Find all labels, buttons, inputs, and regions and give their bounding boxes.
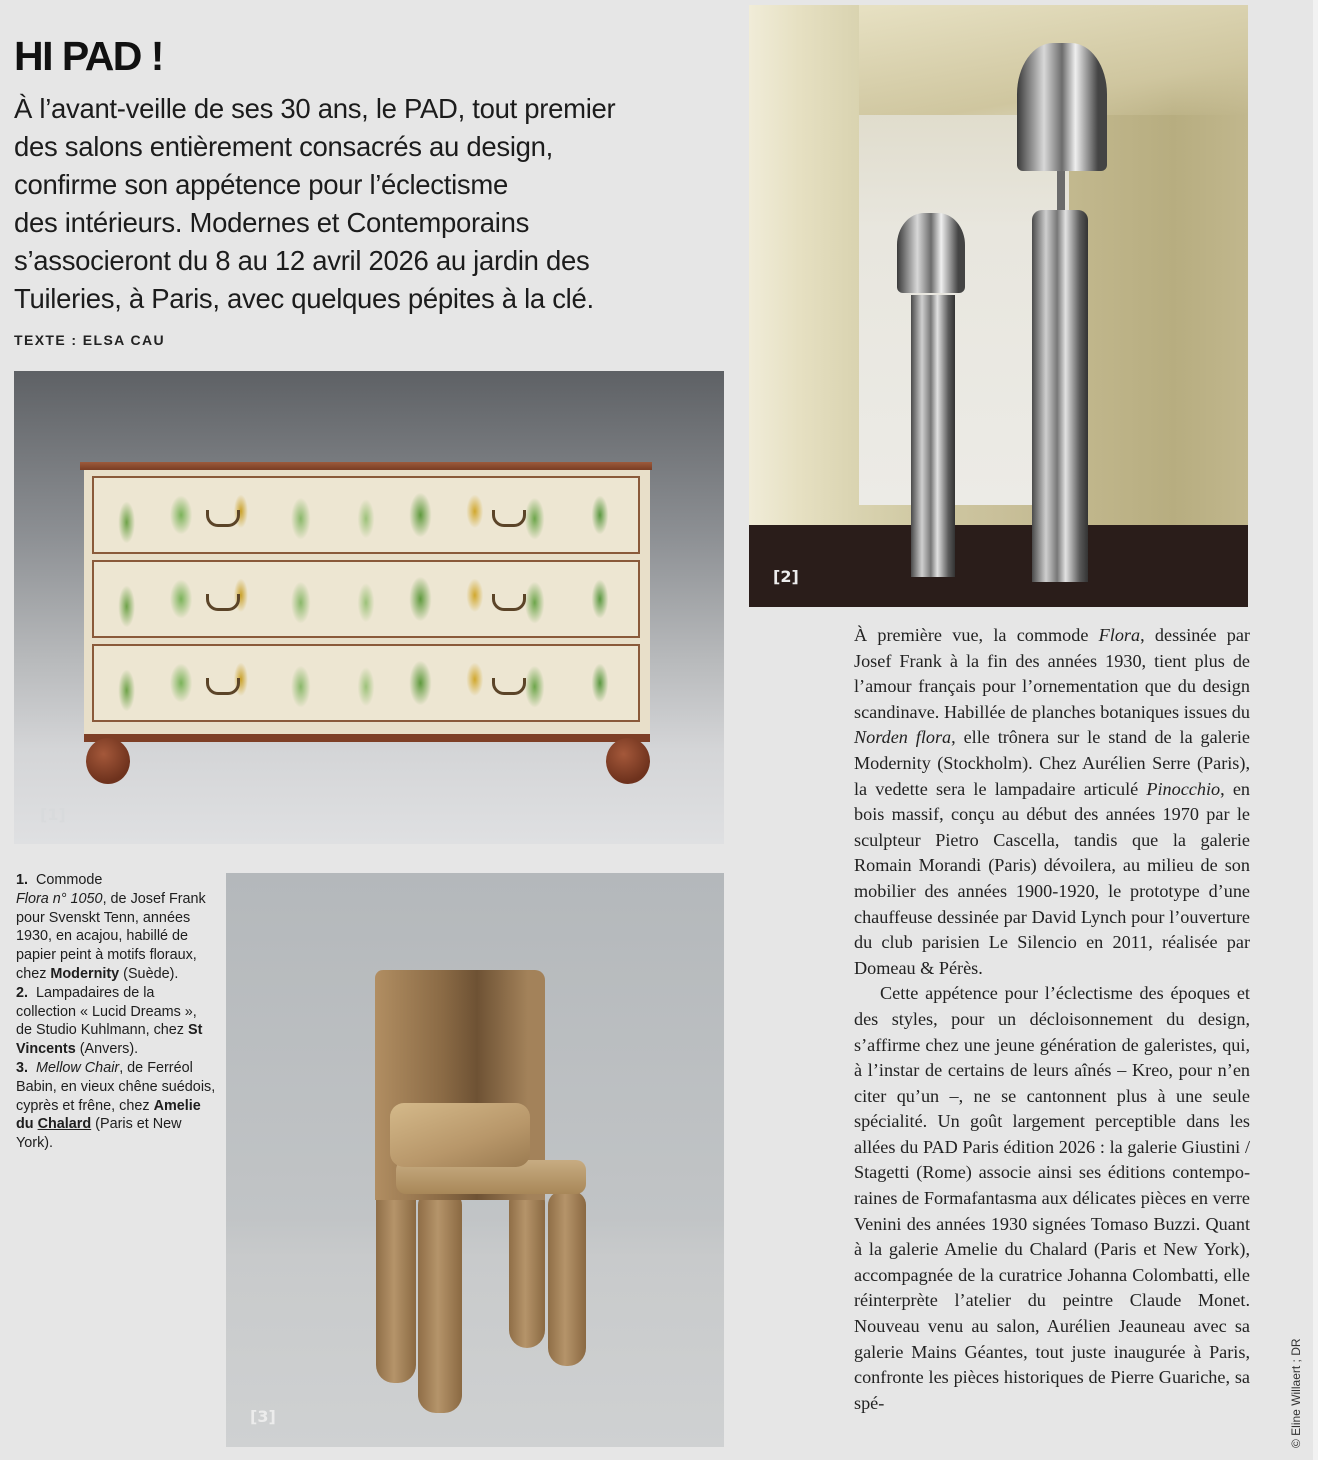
drawer-handle-icon xyxy=(206,594,240,611)
photo-credit: © Eline Willaert ; DR xyxy=(1289,1338,1303,1448)
drawer-handle-icon xyxy=(206,678,240,695)
chair-leg xyxy=(376,1178,416,1383)
caption-text: , de Ferréol Babin, en vieux chêne suédois, cyprès et frêne, chez xyxy=(16,1059,216,1114)
artwork-title: Flora xyxy=(1098,625,1141,645)
floor xyxy=(749,525,1248,607)
caption-text: Commode xyxy=(36,872,103,888)
photo-number-label: [1] xyxy=(40,805,66,824)
drawer-1 xyxy=(92,476,640,554)
caption-gallery: Modernity xyxy=(50,965,120,982)
commode-top xyxy=(80,462,652,470)
lamp-rod xyxy=(1057,171,1065,213)
photo-number-label: [3] xyxy=(250,1407,276,1426)
caption-text: Lampadaires de la collection « Lucid Dreams », de Studio Kuhlmann, chez xyxy=(16,984,197,1039)
caption-number: 1. xyxy=(16,872,29,888)
caption-location: (Paris et New York). xyxy=(16,1116,182,1152)
caption-gallery: St Vincents xyxy=(16,1022,203,1058)
lamp-shade-tall xyxy=(1017,43,1107,171)
photo-mellow-chair xyxy=(226,873,724,1447)
lamp-column-small xyxy=(911,295,955,577)
body-text: , dessinée par Josef Frank à la fin des années 1930, tient plus de l’amour français pour l’ornementation que du design scandinave. Habillée de planches botaniques issues du xyxy=(854,625,1250,722)
standfirst-line: Tuileries, à Paris, avec quelques pépites à la clé. xyxy=(14,283,594,314)
body-text: , elle trônera sur le stand de la galerie Modernity (Stockholm). Chez Aurélien Serre (Paris), la vedette sera le lampadaire articulé xyxy=(854,727,1250,799)
article-title: HI PAD ! xyxy=(14,33,163,79)
photo-commode-flora xyxy=(14,371,724,844)
caption-2 xyxy=(16,984,216,1059)
photo-captions xyxy=(16,871,216,1153)
commode-foot xyxy=(606,738,650,784)
caption-text: , de Josef Frank pour Svenskt Tenn, années 1930, en acajou, habillé de papier peint à motifs floraux, chez xyxy=(16,890,206,982)
article-body xyxy=(854,623,1250,1416)
commode-base xyxy=(84,734,650,742)
caption-gallery-link[interactable]: Chalard xyxy=(37,1116,92,1133)
body-text: , en bois massif, conçu au début des années 1970 par le sculpteur Pietro Cascella, tandis que la galerie Romain Morandi (Paris) dévoilera, au milieu de son mobilier des années 1900-1920, le prototype d’une chauffeuse dessinée par David Lynch pour l’ouverture du club parisien Le Silencio en 2011, réalisée par Domeau & Pérès. xyxy=(854,778,1251,978)
byline: TEXTE : ELSA CAU xyxy=(14,332,165,348)
lamp-shade-small xyxy=(897,213,965,293)
drawer-handle-icon xyxy=(492,678,526,695)
chair-leg xyxy=(548,1191,586,1366)
caption-location: (Anvers). xyxy=(75,1041,139,1058)
drawer-3 xyxy=(92,644,640,722)
caption-number: 3. xyxy=(16,1059,29,1076)
commode-foot xyxy=(86,738,130,784)
lamp-column-tall xyxy=(1032,210,1088,582)
artwork-title: Pinocchio xyxy=(1146,778,1221,799)
chair-leg xyxy=(418,1191,462,1413)
caption-gallery: Amelie du xyxy=(16,1097,201,1133)
photo-number-label: [2] xyxy=(773,567,799,586)
standfirst-line: À l’avant-veille de ses 30 ans, le PAD, tout premier xyxy=(14,93,616,124)
caption-number: 2. xyxy=(16,984,29,1001)
drawer-handle-icon xyxy=(492,510,526,527)
caption-title: Mellow Chair xyxy=(36,1059,120,1076)
drawer-handle-icon xyxy=(492,594,526,611)
chair-leg xyxy=(509,1188,545,1348)
photo-lucid-dreams-lamps xyxy=(749,5,1248,607)
body-paragraph-1 xyxy=(854,623,1250,981)
caption-location: (Suède). xyxy=(119,965,179,982)
standfirst-line: confirme son appétence pour l’éclectisme xyxy=(14,169,508,200)
caption-title: Flora n° 1050 xyxy=(16,890,103,907)
page-edge xyxy=(1313,0,1318,1460)
book-title: Norden flora xyxy=(854,727,952,748)
standfirst-line: des salons entièrement consacrés au design, xyxy=(14,131,553,162)
standfirst-line: s’associeront du 8 au 12 avril 2026 au jardin des xyxy=(14,245,590,276)
chair-cushion xyxy=(390,1103,530,1167)
commode-body xyxy=(84,470,650,734)
caption-1 xyxy=(16,871,216,984)
caption-3 xyxy=(16,1059,216,1153)
body-text: À première vue, la commode xyxy=(854,625,1099,645)
standfirst-line: des intérieurs. Modernes et Contemporains xyxy=(14,207,530,238)
drawer-2 xyxy=(92,560,640,638)
drawer-handle-icon xyxy=(206,510,240,527)
article-standfirst xyxy=(14,90,734,318)
body-paragraph-2: Cette appétence pour l’éclectisme des époques et des styles, pour un décloisonnement du design, s’affirme chez une jeune génération de galeristes, qui, à l’instar de certains de leurs aînés – Kreo, pour n’en citer qu’un –, ne se cantonnent plus à une seule spécialité. Un goût largement perceptible dans les allées du PAD Paris édition 2026 : la galerie Giustini / Stagetti (Rome) associe ainsi ses éditions contemporaines de Formafantasma aux délicates pièces en verre Venini des années 1930 signées Tomaso Buzzi. Quant à la galerie Amelie du Chalard (Paris et New York), accompagnée de la curatrice Johanna Colombatti, elle réinterprète l’atelier du peintre Claude Monet. Nouveau venu au salon, Aurélien Jeauneau avec sa galerie Mains Géantes, tout juste inaugurée à Paris, confronte les pièces historiques de Pierre Guariche, sa spé- xyxy=(854,983,1250,1413)
